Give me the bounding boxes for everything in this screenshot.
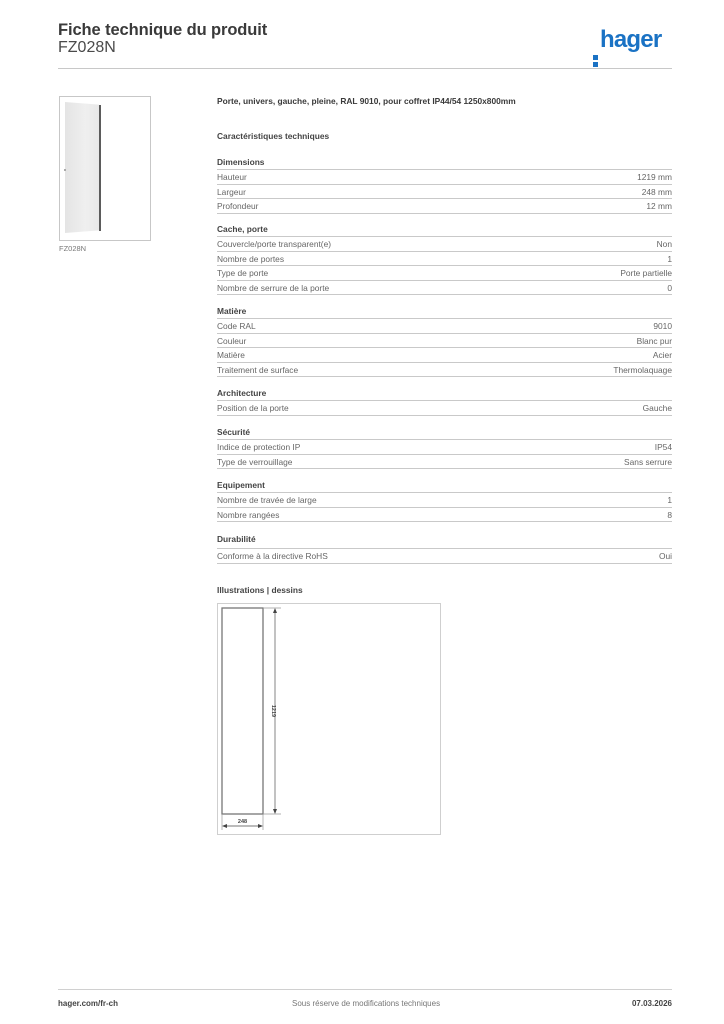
spec-value: Sans serrure (624, 456, 672, 467)
spec-label: Profondeur (217, 201, 259, 211)
spec-value: Blanc pur (636, 335, 672, 346)
page-title: Fiche technique du produit (58, 21, 268, 39)
group-title: Sécurité (217, 425, 672, 440)
spec-label: Indice de protection IP (217, 442, 301, 452)
product-image (59, 96, 151, 241)
spec-label: Nombre de serrure de la porte (217, 282, 330, 293)
spec-label: Code RAL (217, 321, 256, 331)
spec-label: Couleur (217, 335, 247, 346)
hager-logo (593, 28, 661, 52)
dimension-drawing (217, 603, 441, 835)
footer-website-link[interactable]: hager.com/fr-ch (58, 999, 119, 1008)
group-title: Equipement (217, 478, 672, 493)
height-dimension-label: 1219 (270, 704, 276, 718)
spec-label: Conforme à la directive RoHS (217, 551, 328, 561)
spec-row (217, 281, 672, 296)
door-hinge (64, 169, 66, 171)
spec-label: Largeur (217, 186, 246, 197)
footer-divider (58, 989, 672, 990)
illustrations-heading: Illustrations | dessins (217, 585, 303, 595)
spec-value: Thermolaquage (613, 364, 672, 375)
spec-row (217, 319, 672, 334)
spec-value: 9010 (653, 321, 672, 331)
spec-label: Type de porte (217, 268, 269, 278)
spec-row (217, 334, 672, 349)
spec-value: 8 (667, 509, 672, 520)
spec-row (217, 493, 672, 508)
spec-label: Nombre de portes (217, 253, 285, 264)
width-dimension-label: 248 (237, 819, 248, 825)
spec-value: Non (656, 239, 672, 249)
spec-row (217, 348, 672, 363)
spec-label: Nombre rangées (217, 509, 280, 520)
spec-row (217, 440, 672, 455)
footer-date: 07.03.2026 (631, 999, 672, 1008)
logo-text: hager (600, 26, 662, 53)
spec-label: Hauteur (217, 172, 247, 182)
spec-value: IP54 (654, 442, 672, 452)
door-dimension-diagram (218, 604, 440, 834)
spec-row (217, 549, 672, 564)
spec-group-securite (217, 425, 672, 469)
spec-row (217, 237, 672, 252)
group-title: Dimensions (217, 155, 672, 170)
group-title: Cache, porte (217, 222, 672, 237)
spec-group-dimensions (217, 155, 672, 214)
spec-group-durabilite (217, 532, 672, 564)
spec-row (217, 185, 672, 200)
product-code: FZ028N (58, 39, 116, 56)
spec-value: Porte partielle (620, 268, 672, 278)
spec-group-equipement (217, 478, 672, 522)
spec-group-cache-porte (217, 222, 672, 295)
spec-label: Couvercle/porte transparent(e) (217, 239, 332, 249)
spec-value: 248 mm (641, 186, 672, 197)
group-title: Architecture (217, 386, 672, 401)
spec-label: Matière (217, 350, 245, 360)
spec-value: 1219 mm (637, 172, 672, 182)
spec-value: Gauche (642, 403, 672, 413)
spec-label: Nombre de travée de large (217, 495, 317, 505)
header-divider (58, 68, 672, 69)
spec-value: Oui (658, 551, 672, 561)
spec-group-matiere (217, 304, 672, 377)
spec-label: Type de verrouillage (217, 456, 293, 467)
door-panel-icon (65, 102, 99, 233)
characteristics-heading: Caractéristiques techniques (217, 131, 330, 141)
group-title: Durabilité (217, 532, 672, 549)
spec-row (217, 363, 672, 378)
spec-row (217, 455, 672, 470)
group-title: Matière (217, 304, 672, 319)
product-description: Porte, univers, gauche, pleine, RAL 9010, pour coffret IP44/54 1250x800mm (217, 96, 516, 106)
spec-value: Acier (652, 350, 672, 360)
door-edge (99, 105, 101, 231)
spec-row (217, 401, 672, 416)
spec-value: 1 (667, 253, 672, 264)
spec-group-architecture (217, 386, 672, 416)
spec-value: 12 mm (646, 201, 672, 211)
spec-row (217, 266, 672, 281)
footer-notice: Sous réserve de modifications techniques (292, 999, 441, 1008)
spec-row (217, 252, 672, 267)
spec-row (217, 199, 672, 214)
spec-label: Position de la porte (217, 403, 289, 413)
product-image-caption: FZ028N (59, 244, 87, 253)
spec-row (217, 508, 672, 523)
spec-value: 0 (667, 282, 672, 293)
spec-value: 1 (667, 495, 672, 505)
spec-label: Traitement de surface (217, 364, 299, 375)
spec-row (217, 170, 672, 185)
